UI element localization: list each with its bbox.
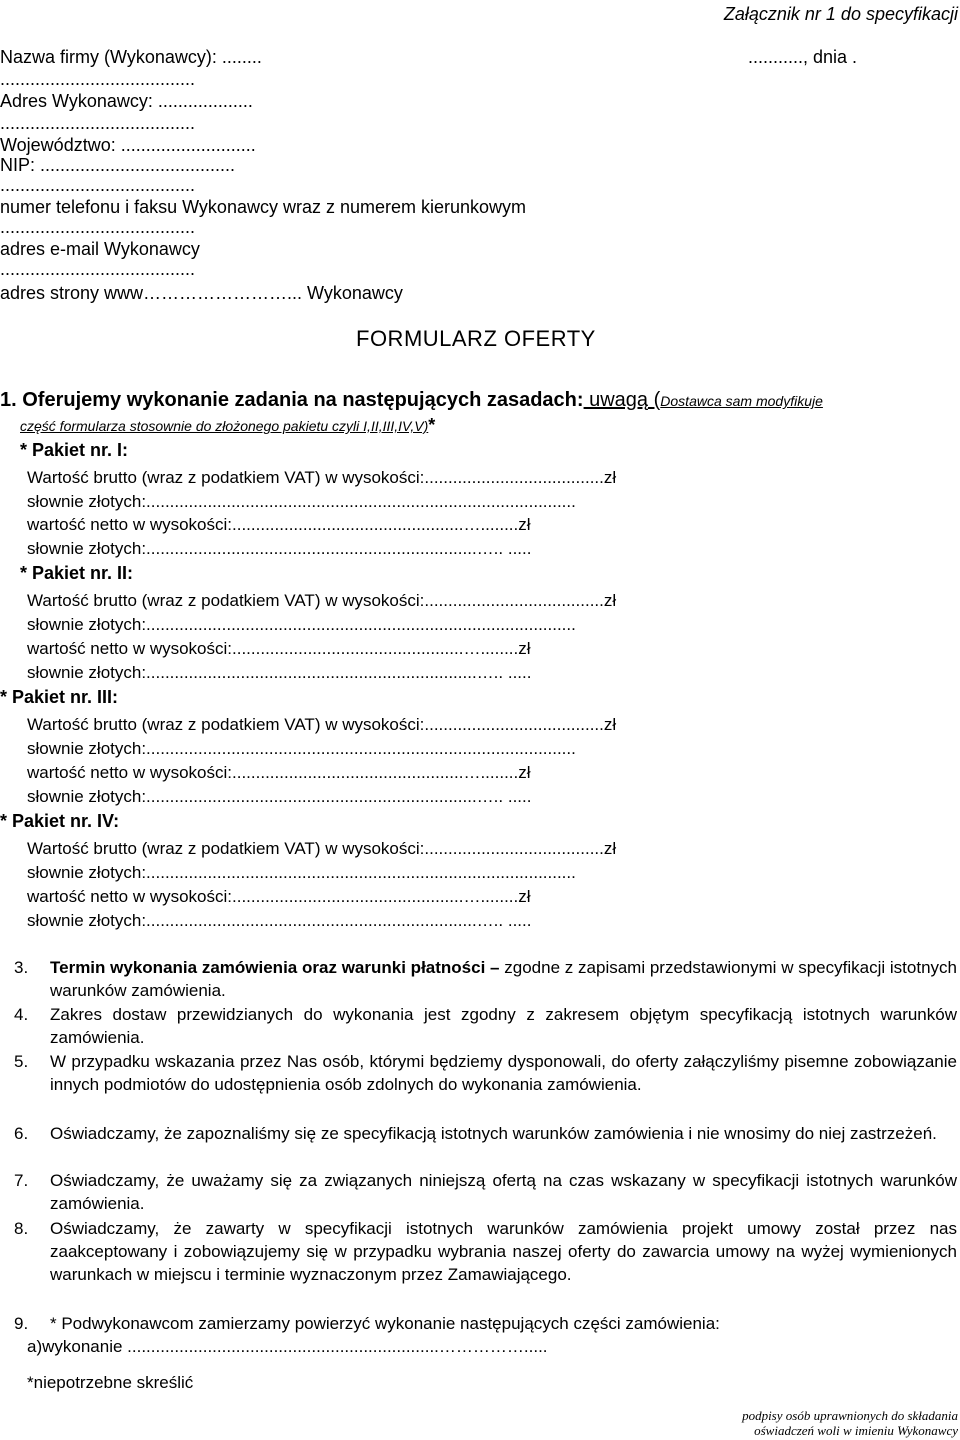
section-1-note-1: Dostawca sam modyfikuje [660,393,823,409]
item-5-text: W przypadku wskazania przez Nas osób, którymi będziemy dysponowali, do oferty załączyliśmy pisemne zobowiązanie innych podmiotów do udostępnienia osób zdolnych do wykonania zamówienia. [50,1052,957,1094]
item-9-text: * Podwykonawcom zamierzamy powierzyć wykonanie następujących części zamówienia: [50,1314,720,1333]
phone-line: numer telefonu i faksu Wykonawcy wraz z numerem kierunkowym [0,197,527,217]
address-cont: ....................................... [0,113,196,133]
email-cont: ....................................... [0,259,196,279]
package-1-net-words: słownie złotych:......................................................................….. ..... [27,539,532,558]
nip-line: NIP: ....................................... [0,155,236,175]
subcontract-line: a)wykonanie ..................................................................……………..... [27,1337,548,1356]
company-name-line: Nazwa firmy (Wykonawcy): ........ [0,47,262,67]
item-5-number: 5. [14,1052,29,1071]
item-6-number: 6. [14,1124,29,1143]
package-4-heading: * Pakiet nr. IV: [0,811,120,831]
section-1-note-star: * [428,415,436,435]
item-7-text: Oświadczamy, że uważamy się za związanych niniejszą ofertą na czas wskazany w specyfikacji istotnych warunków zamówienia. [50,1171,957,1213]
section-1-note-2: część formularza stosownie do złożonego pakietu czyli I,II,III,IV,V) [20,418,429,434]
section-1-note-prefix: uwagą ( [583,389,661,411]
package-2-net-words: słownie złotych:......................................................................….. ..... [27,663,532,682]
item-4-number: 4. [14,1005,29,1024]
phone-cont: ....................................... [0,217,196,237]
date-line: ..........., dnia . [748,47,858,67]
package-1-net: wartość netto w wysokości:.................................................…........zł [27,515,531,534]
voivodeship-line: Województwo: ........................... [0,135,256,155]
footnote: *niepotrzebne skreślić [27,1373,194,1392]
address-line: Adres Wykonawcy: ................... [0,91,253,111]
section-1-heading [0,388,823,414]
company-name-cont: ....................................... [0,69,196,89]
item-8-text: Oświadczamy, że zawarty w specyfikacji istotnych warunków zamówienia projekt umowy został przez nas zaakceptowany i zobowiązujemy się w przypadku wybrania naszej oferty do zawarcia umowy na wyżej wymienionych warunkach w miejscu i terminie wyznaczonym przez Zamawiającego. [50,1219,957,1284]
nip-cont: ....................................... [0,175,196,195]
page-title: FORMULARZ OFERTY [356,326,596,351]
item-3-number: 3. [14,958,29,977]
package-2-gross-words: słownie złotych:........................................................................................... [27,615,576,634]
item-9-number: 9. [14,1314,29,1333]
package-1-heading: * Pakiet nr. I: [20,440,129,460]
package-2-heading: * Pakiet nr. II: [20,563,134,583]
item-7-number: 7. [14,1171,29,1190]
package-4-net-words: słownie złotych:......................................................................….. ..... [27,911,532,930]
package-2-gross: Wartość brutto (wraz z podatkiem VAT) w wysokości:......................................zł [27,591,617,610]
package-1-gross: Wartość brutto (wraz z podatkiem VAT) w wysokości:......................................zł [27,468,617,487]
package-4-gross-words: słownie złotych:........................................................................................... [27,863,576,882]
signature-line-1: podpisy osób uprawnionych do składania [742,1408,958,1423]
attachment-label: Załącznik nr 1 do specyfikacji [723,4,958,24]
package-3-heading: * Pakiet nr. III: [0,687,119,707]
signature-line-2: oświadczeń woli w imieniu Wykonawcy [754,1423,958,1438]
package-1-gross-words: słownie złotych:........................................................................................... [27,492,576,511]
package-4-gross: Wartość brutto (wraz z podatkiem VAT) w wysokości:......................................zł [27,839,617,858]
package-3-net-words: słownie złotych:......................................................................….. ..... [27,787,532,806]
item-3-text [50,956,957,1002]
item-3-rest: zgodne z zapisami przedstawionymi w specyfikacji istotnych warunków zamówienia. [50,958,957,1000]
package-3-gross-words: słownie złotych:........................................................................................... [27,739,576,758]
package-3-gross: Wartość brutto (wraz z podatkiem VAT) w wysokości:......................................zł [27,715,617,734]
item-3-bold: Termin wykonania zamówienia oraz warunki płatności – [50,958,500,977]
section-1-note-line [20,414,435,438]
email-line: adres e-mail Wykonawcy [0,239,200,259]
package-3-net: wartość netto w wysokości:.................................................…........zł [27,763,531,782]
item-8-number: 8. [14,1219,29,1238]
package-4-net: wartość netto w wysokości:.................................................…........zł [27,887,531,906]
item-4-text: Zakres dostaw przewidzianych do wykonania jest zgodny z zakresem objętym specyfikacją istotnych warunków zamówienia. [50,1005,957,1047]
www-line: adres strony www……………………... Wykonawcy [0,283,403,303]
package-2-net: wartość netto w wysokości:.................................................…........zł [27,639,531,658]
item-6-text: Oświadczamy, że zapoznaliśmy się ze specyfikacją istotnych warunków zamówienia i nie wnosimy do niej zastrzeżeń. [50,1124,937,1143]
section-1-title: 1. Oferujemy wykonanie zadania na następujących zasadach: [0,389,584,411]
